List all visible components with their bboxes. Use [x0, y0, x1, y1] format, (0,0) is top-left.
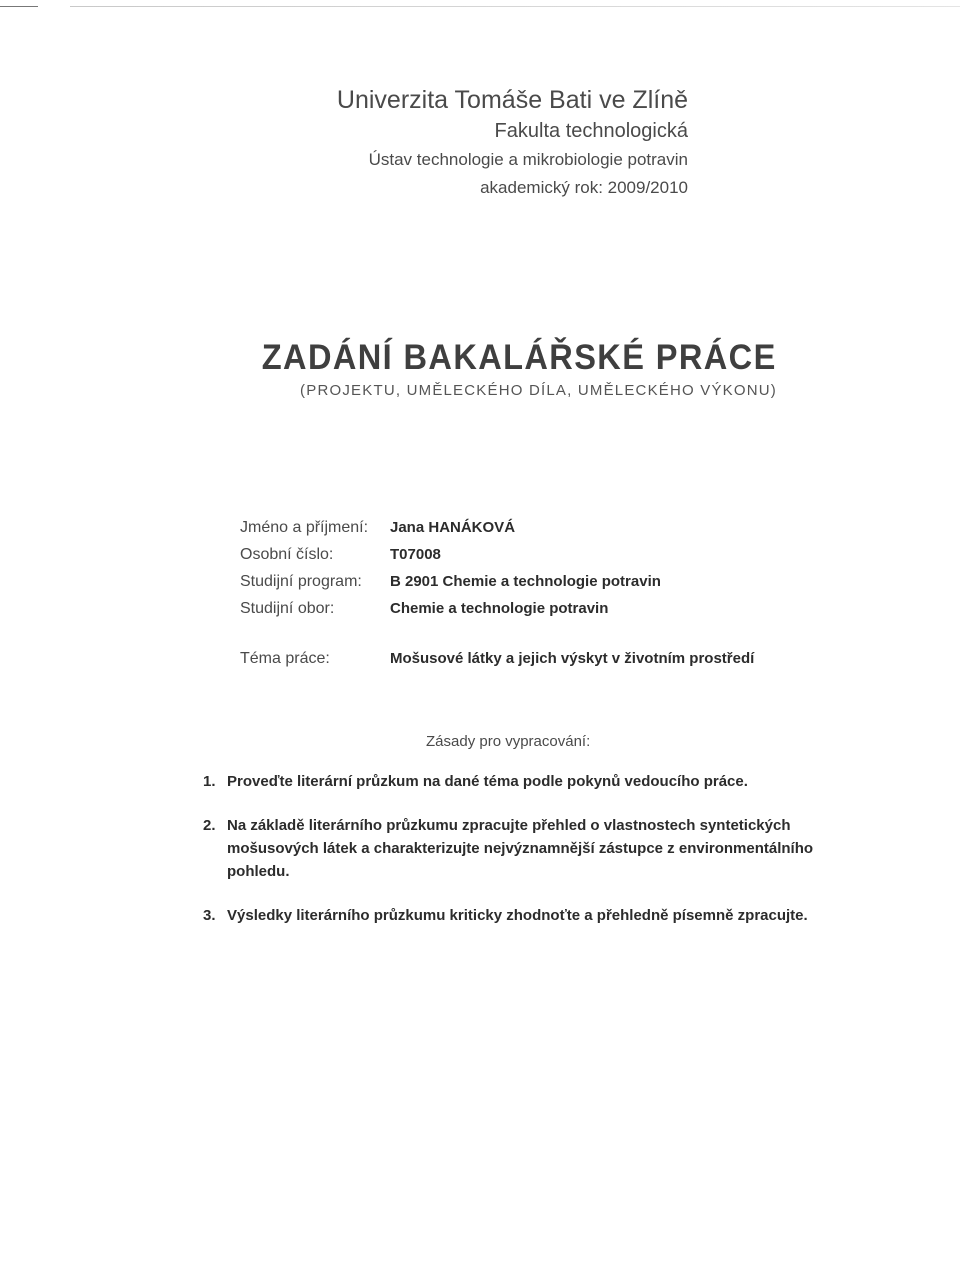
item-number: 3.: [203, 907, 216, 924]
topic-value: Mošusové látky a jejich výskyt v životním prostředí: [390, 650, 755, 667]
list-item: [203, 770, 863, 793]
info-row-student-number: [240, 541, 661, 568]
info-value: Chemie a technologie potravin: [390, 600, 609, 617]
list-item: [203, 904, 863, 927]
academic-year: akademický rok: 2009/2010: [480, 178, 688, 197]
student-info: [240, 514, 661, 622]
document-title: ZADÁNÍ BAKALÁŘSKÉ PRÁCE: [262, 338, 777, 377]
item-number: 1.: [203, 773, 216, 790]
info-label: Studijní obor:: [240, 599, 335, 617]
topic-row: [240, 650, 754, 668]
principles-heading: Zásady pro vypracování:: [426, 733, 591, 750]
info-label: Studijní program:: [240, 572, 362, 590]
info-row-program: [240, 568, 661, 595]
info-value: Jana HANÁKOVÁ: [390, 519, 516, 536]
info-label: Jméno a příjmení:: [240, 518, 369, 536]
item-text: Proveďte literární průzkum na dané téma podle pokynů vedoucího práce.: [227, 773, 748, 790]
topic-label: Téma práce:: [240, 650, 330, 667]
title-block: [223, 337, 777, 403]
item-text: Na základě literárního průzkumu zpracujte přehled o vlastnostech syntetických mošusových látek a charakterizujte nejvýznamnější zástupce z environmentálního pohledu.: [227, 817, 814, 880]
info-value: T07008: [390, 546, 441, 563]
list-item: [203, 814, 863, 883]
info-value: B 2901 Chemie a technologie potravin: [390, 573, 661, 590]
scan-edge-line: [0, 6, 960, 7]
principles-list: [203, 770, 863, 948]
university-name: Univerzita Tomáše Bati ve Zlíně: [336, 86, 688, 114]
info-row-name: [240, 514, 661, 541]
document-header: [337, 84, 688, 202]
item-text: Výsledky literárního průzkumu kriticky zhodnoťte a přehledně písemně zpracujte.: [227, 907, 808, 924]
item-number: 2.: [203, 817, 216, 834]
institute-name: Ústav technologie a mikrobiologie potravin: [368, 150, 688, 169]
info-row-field: [240, 595, 661, 622]
info-label: Osobní číslo:: [240, 545, 334, 563]
faculty-name: Fakulta technologická: [494, 120, 688, 142]
document-subtitle: (PROJEKTU, UMĚLECKÉHO DÍLA, UMĚLECKÉHO VÝKONU): [300, 382, 777, 399]
